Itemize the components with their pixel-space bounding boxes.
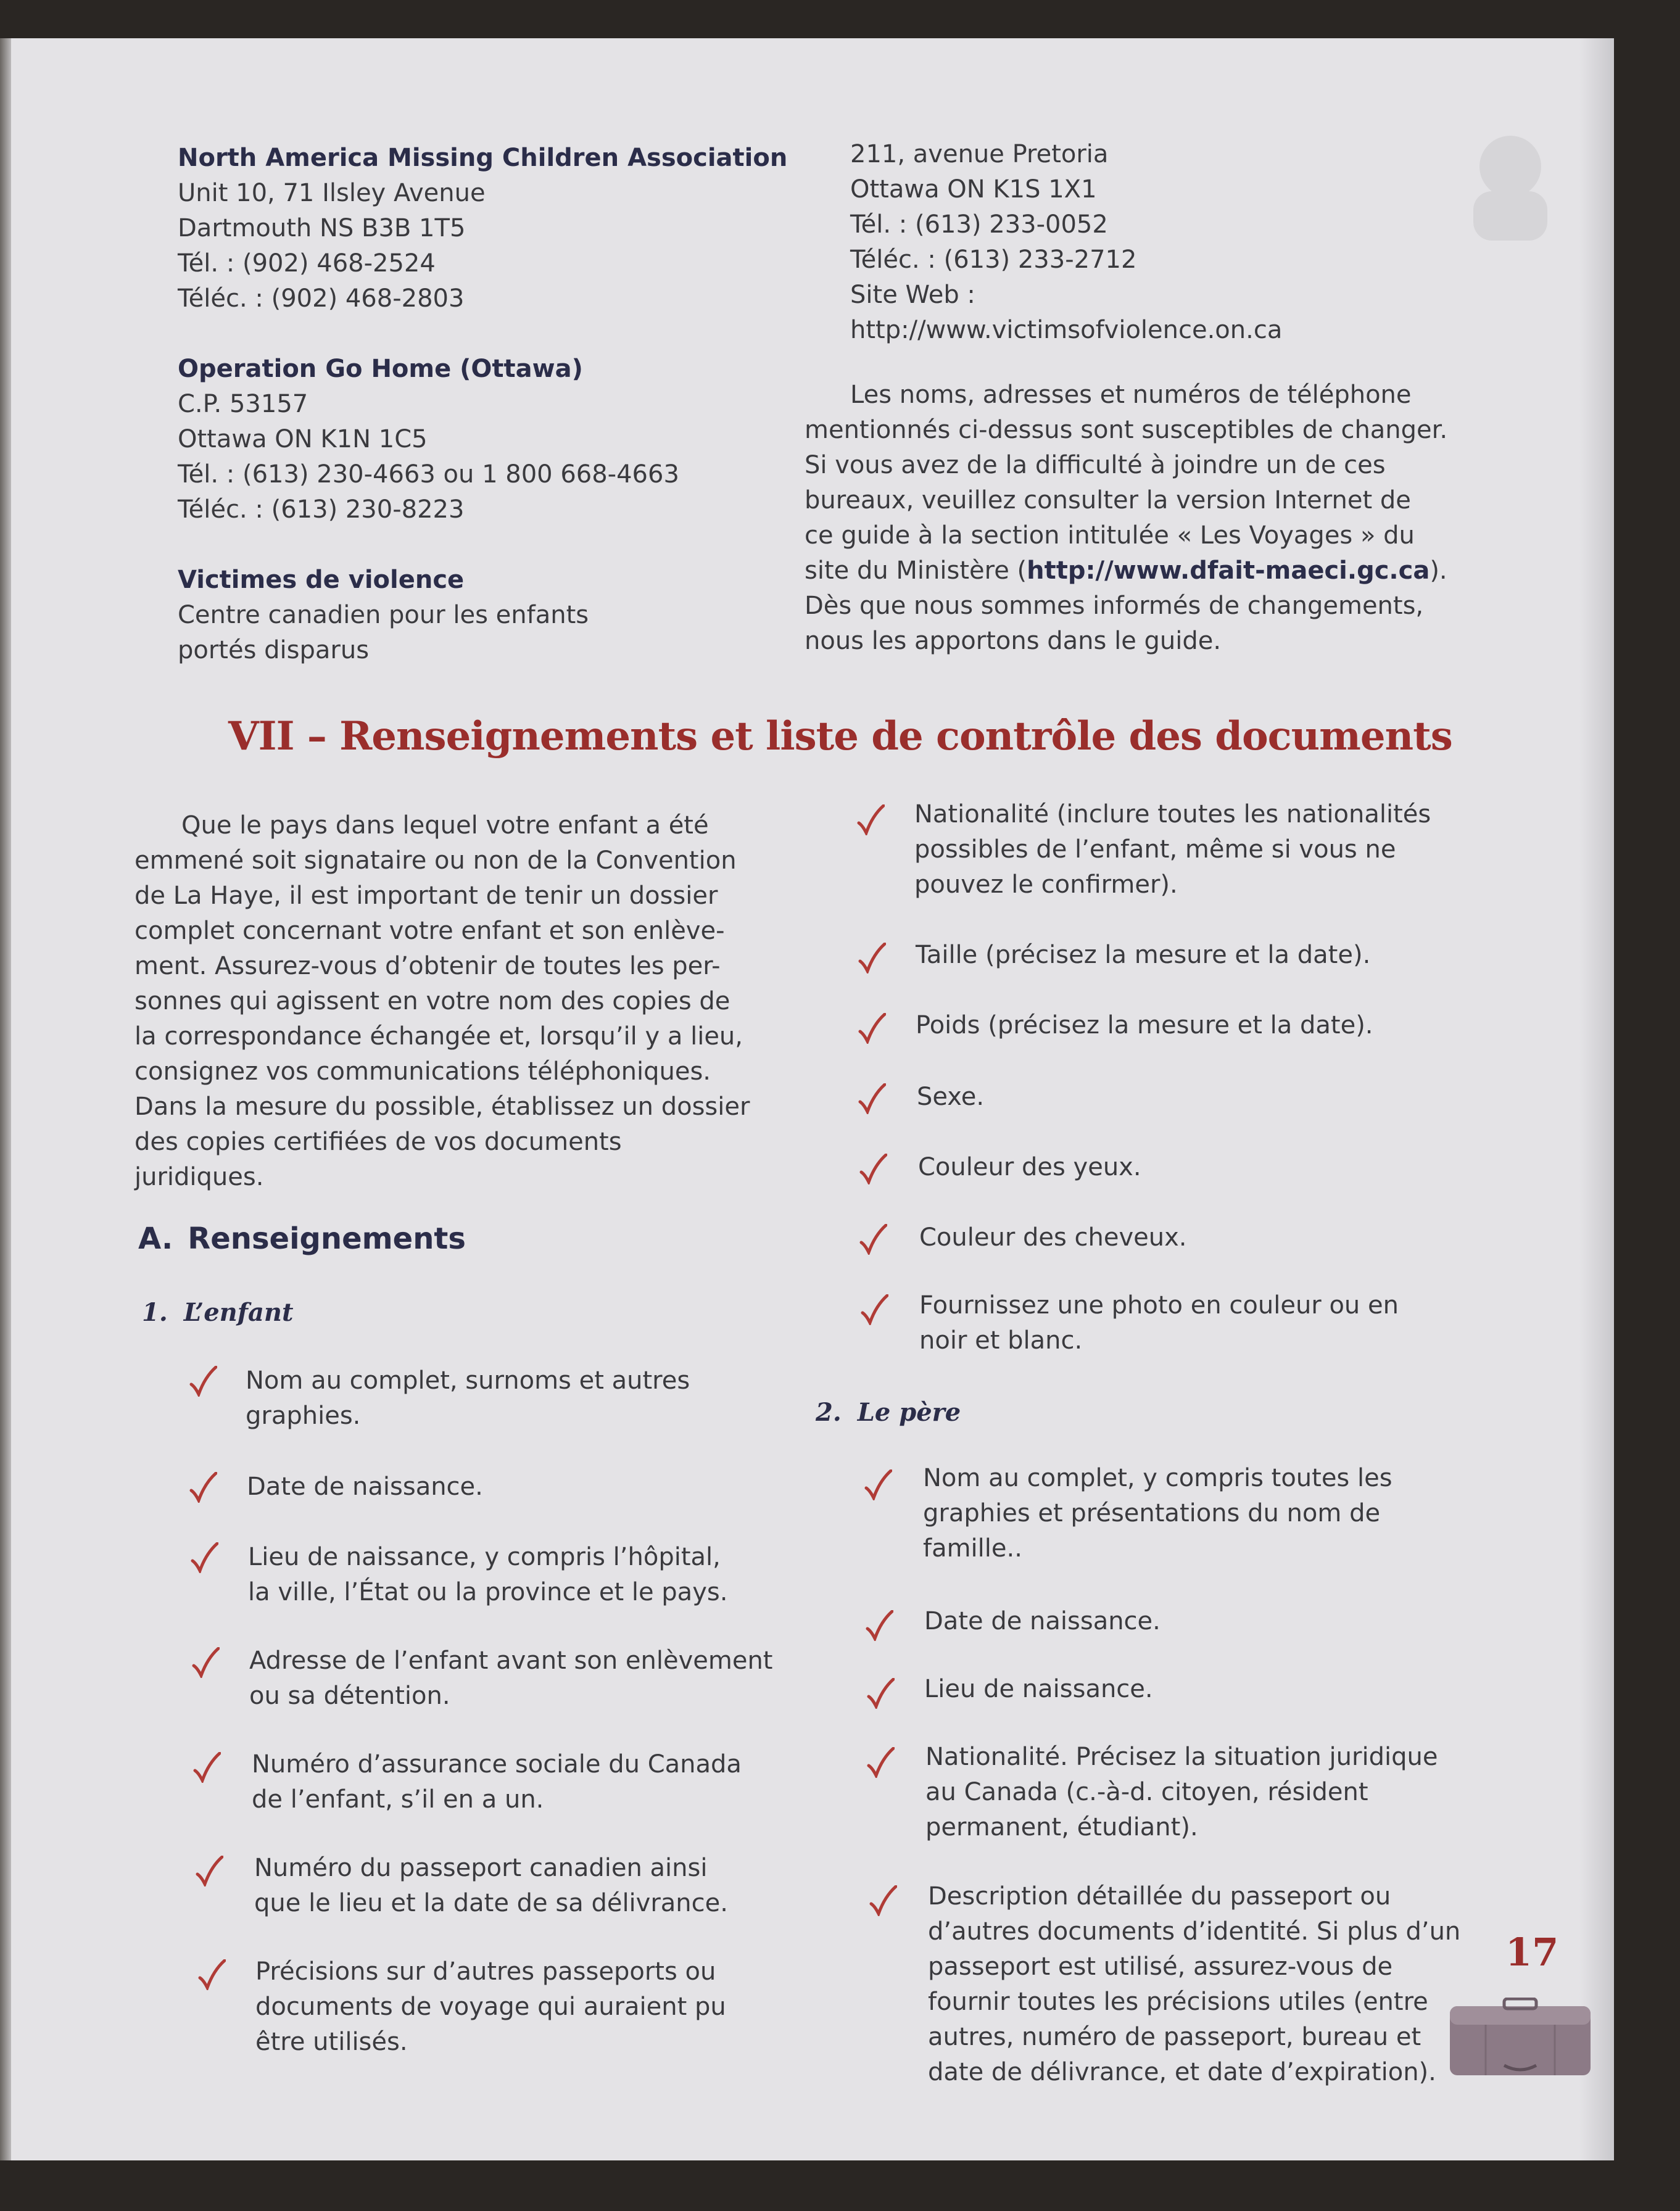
org-line: Site Web : [850,281,975,309]
checklist-item-line: être utilisés. [255,2028,408,2056]
checklist-item-line: famille.. [923,1534,1022,1563]
checklist-item-line: passeport est utilisé, assurez-vous de [928,1953,1393,1981]
org-line: Téléc. : (613) 233-2712 [850,246,1137,274]
checklist-item-line: Numéro du passeport canadien ainsi [254,1854,708,1882]
disclaimer-line [805,553,1447,589]
org-line: Centre canadien pour les enfants [178,601,589,629]
check-mark-icon [869,1885,897,1916]
check-mark-icon [858,1013,886,1044]
website-link[interactable]: http://www.victimsofviolence.on.ca [850,316,1283,344]
check-mark-icon [860,1294,888,1325]
org-line: Tél. : (613) 230-4663 ou 1 800 668-4663 [178,460,679,489]
checklist-item-line: que le lieu et la date de sa délivrance. [254,1889,728,1917]
subheading-number: 1. [142,1298,168,1327]
checklist-item-line: graphies et présentations du nom de [923,1499,1381,1527]
checklist-item-line: Couleur des cheveux. [919,1223,1187,1252]
org-line: Unit 10, 71 Ilsley Avenue [178,179,486,207]
checklist-item-line: pouvez le confirmer). [914,870,1178,899]
disclaimer-text: site du Ministère ( [805,556,1027,585]
checklist-item-line: Adresse de l’enfant avant son enlèvement [249,1647,773,1675]
check-mark-icon [189,1366,217,1397]
disclaimer-line: Dès que nous sommes informés de changements, [805,592,1424,620]
intro-line: de La Haye, il est important de tenir un dossier [134,882,718,910]
intro-line: des copies certifiées de vos documents [134,1128,622,1156]
org-name: Victimes de violence [178,566,465,594]
faded-illustration-icon [1449,123,1572,247]
checklist-item-line: Date de naissance. [924,1607,1161,1635]
checklist-item-line: Fournissez une photo en couleur ou en [919,1291,1399,1320]
intro-line: emmené soit signataire ou non de la Convention [134,846,737,875]
checklist-item-line: fournir toutes les précisions utiles (entre [928,1988,1428,2016]
org-name: Operation Go Home (Ottawa) [178,355,583,383]
org-line: Ottawa ON K1N 1C5 [178,425,428,453]
checklist-item-line: au Canada (c.-à-d. citoyen, résident [925,1778,1368,1806]
check-mark-icon [859,1154,887,1184]
checklist-item-line: noir et blanc. [919,1326,1083,1355]
checklist-item-line: Lieu de naissance. [924,1675,1153,1703]
org-line: C.P. 53157 [178,390,308,418]
checklist-item-line: Date de naissance. [247,1473,483,1501]
heading-label: Renseignements [188,1221,466,1256]
checklist-item-line: permanent, étudiant). [925,1813,1198,1841]
intro-line: la correspondance échangée et, lorsqu’il y a lieu, [134,1022,743,1051]
subheading-label: L’enfant [183,1298,294,1327]
checklist-item-line: la ville, l’État ou la province et le pays. [248,1578,728,1606]
intro-line: ment. Assurez-vous d’obtenir de toutes les per- [134,952,721,980]
subheading-number: 2. [816,1398,842,1427]
subheading-label: Le père [857,1398,961,1427]
checklist-item-line: Nom au complet, surnoms et autres [246,1366,690,1395]
section-title: VII – Renseignements et liste de contrôle des documents [228,713,1452,759]
disclaimer-line: Si vous avez de la difficulté à joindre un de ces [805,451,1386,479]
checklist-item-line: Nom au complet, y compris toutes les [923,1464,1392,1492]
checklist-item-line: ou sa détention. [249,1682,450,1710]
org-line: Téléc. : (902) 468-2803 [178,284,465,313]
disclaimer-line: ce guide à la section intitulée « Les Voyages » du [805,521,1415,550]
checklist-item-line: Description détaillée du passeport ou [928,1882,1391,1911]
intro-line: juridiques. [134,1163,264,1191]
page-edge [1579,38,1614,2160]
check-mark-icon [195,1856,223,1887]
intro-line: sonnes qui agissent en votre nom des copies de [134,987,730,1015]
heading-renseignements [138,1221,466,1256]
org-line: Téléc. : (613) 230-8223 [178,495,465,524]
check-mark-icon [858,943,886,973]
check-mark-icon [197,1959,226,1990]
heading-number: A. [138,1221,173,1256]
suitcase-icon [1449,1998,1592,2077]
checklist-item-line: Sexe. [917,1083,985,1111]
checklist-item-line: Numéro d’assurance sociale du Canada [252,1750,742,1779]
page-number: 17 [1505,1930,1559,1975]
checklist-item-line: autres, numéro de passeport, bureau et [928,2023,1421,2051]
disclaimer-line: mentionnés ci-dessus sont susceptibles de changer. [805,416,1448,444]
check-mark-icon [190,1542,218,1573]
org-name: North America Missing Children Association [178,144,788,172]
check-mark-icon [856,804,885,835]
intro-line: complet concernant votre enfant et son enlève- [134,917,725,945]
intro-line: consignez vos communications téléphoniques. [134,1057,711,1086]
disclaimer-line: nous les apportons dans le guide. [805,627,1222,655]
check-mark-icon [866,1747,895,1778]
org-line: Ottawa ON K1S 1X1 [850,175,1097,204]
check-mark-icon [866,1678,895,1709]
subheading-child [142,1298,293,1327]
check-mark-icon [865,1610,893,1641]
checklist-item-line: Poids (précisez la mesure et la date). [916,1011,1373,1039]
org-line: portés disparus [178,636,370,664]
checklist-item-line: Précisions sur d’autres passeports ou [255,1957,716,1986]
checklist-item-line: d’autres documents d’identité. Si plus d’un [928,1917,1461,1946]
check-mark-icon [859,1224,887,1255]
check-mark-icon [858,1083,886,1114]
disclaimer-text: ). [1430,556,1447,585]
disclaimer-line: bureaux, veuillez consulter la version Internet de [805,486,1411,515]
checklist-item-line: documents de voyage qui auraient pu [255,1993,726,2021]
checklist-item-line: Nationalité (inclure toutes les nationalités [914,800,1431,829]
org-line: Tél. : (613) 233-0052 [850,210,1108,239]
intro-line: Dans la mesure du possible, établissez un dossier [134,1093,750,1121]
check-mark-icon [189,1472,217,1503]
checklist-item-line: de l’enfant, s’il en a un. [252,1785,544,1814]
checklist-item-line: Lieu de naissance, y compris l’hôpital, [248,1543,721,1571]
org-line: Dartmouth NS B3B 1T5 [178,214,466,242]
checklist-item-line: possibles de l’enfant, même si vous ne [914,835,1396,864]
checklist-item-line: date de délivrance, et date d’expiration). [928,2058,1436,2086]
check-mark-icon [192,1752,221,1783]
ministry-link[interactable]: http://www.dfait-maeci.gc.ca [1027,556,1430,585]
check-mark-icon [191,1647,220,1678]
checklist-item-line: Couleur des yeux. [918,1153,1141,1181]
check-mark-icon [864,1469,892,1500]
org-line: 211, avenue Pretoria [850,140,1109,168]
checklist-item-line: Taille (précisez la mesure et la date). [916,941,1371,969]
subheading-father [816,1398,961,1427]
org-line: Tél. : (902) 468-2524 [178,249,436,278]
checklist-item-line: Nationalité. Précisez la situation juridique [925,1743,1438,1771]
intro-line: Que le pays dans lequel votre enfant a été [181,811,709,840]
disclaimer-line: Les noms, adresses et numéros de téléphone [850,381,1412,409]
checklist-item-line: graphies. [246,1402,361,1430]
